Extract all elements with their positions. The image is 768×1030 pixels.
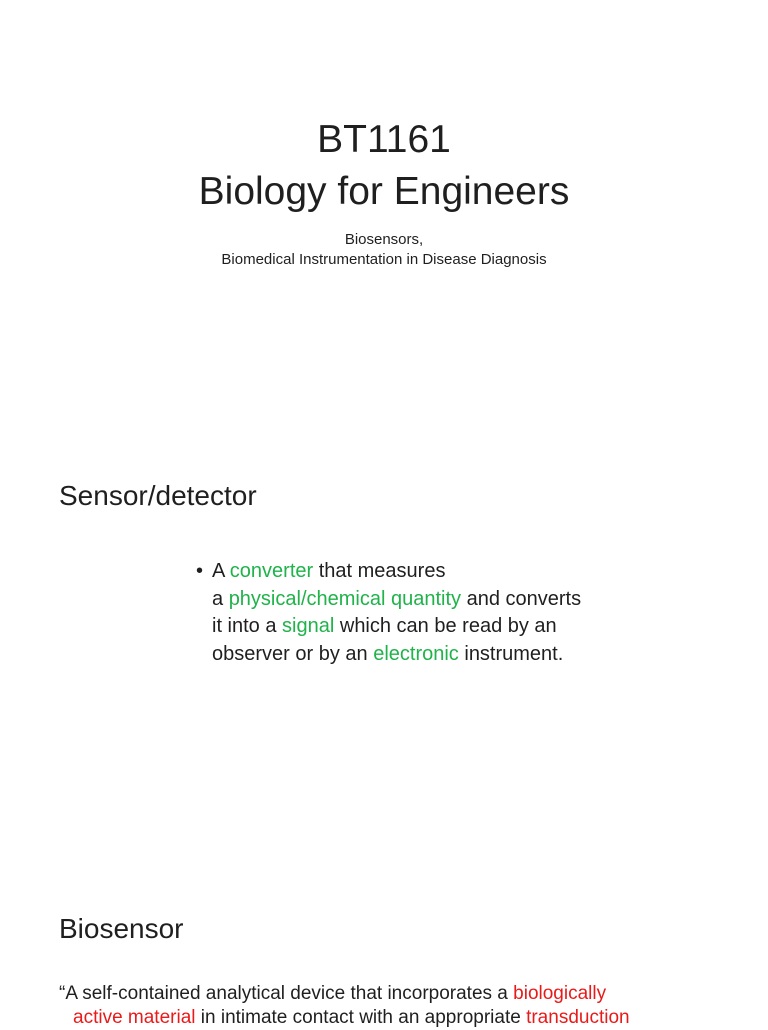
highlight-transduction: transduction <box>526 1007 630 1028</box>
highlight-electronic: electronic <box>373 643 459 666</box>
highlight-signal: signal <box>282 615 335 638</box>
highlight-biologically: biologically <box>513 983 607 1004</box>
bullet-text-segment: observer or by an <box>212 643 374 666</box>
bullet-text-segment: that measures <box>313 560 446 582</box>
bullet-line-3 <box>212 613 672 641</box>
bullet-point-icon: • <box>196 560 204 582</box>
highlight-quantity: physical/chemical quantity <box>228 587 462 610</box>
quote-line-2 <box>59 1006 768 1030</box>
title-slide <box>0 0 768 432</box>
sensor-slide-title: Sensor/detector <box>59 480 257 511</box>
biosensor-definition-quote <box>59 982 768 1030</box>
subtitle-description: Biomedical Instrumentation in Disease Diagnosis <box>221 251 547 268</box>
bullet-text-segment: which can be read by an <box>334 615 557 638</box>
biosensor-slide-title: Biosensor <box>59 913 184 944</box>
bullet-text-segment: A <box>212 560 230 582</box>
bullet-text-segment: it into a <box>212 615 283 638</box>
bullet-line-1 <box>212 558 672 586</box>
bullet-text-segment: and converts <box>461 587 582 610</box>
highlight-converter: converter <box>229 560 314 582</box>
quote-line-1 <box>59 982 768 1006</box>
subtitle-topic: Biosensors, <box>344 231 424 248</box>
bullet-text <box>212 558 672 669</box>
bullet-text-segment: instrument. <box>458 643 564 666</box>
course-code: BT1161 <box>317 118 451 161</box>
bullet-line-4 <box>212 641 672 669</box>
highlight-active-material: active material <box>73 1007 196 1028</box>
bullet-text-segment: a <box>212 587 229 610</box>
quote-text-segment: “A self-contained analytical device that incorporates a <box>59 983 514 1004</box>
quote-text-segment: in intimate contact with an appropriate <box>195 1007 527 1028</box>
course-name: Biology for Engineers <box>198 170 570 213</box>
bullet-line-2 <box>212 586 672 614</box>
